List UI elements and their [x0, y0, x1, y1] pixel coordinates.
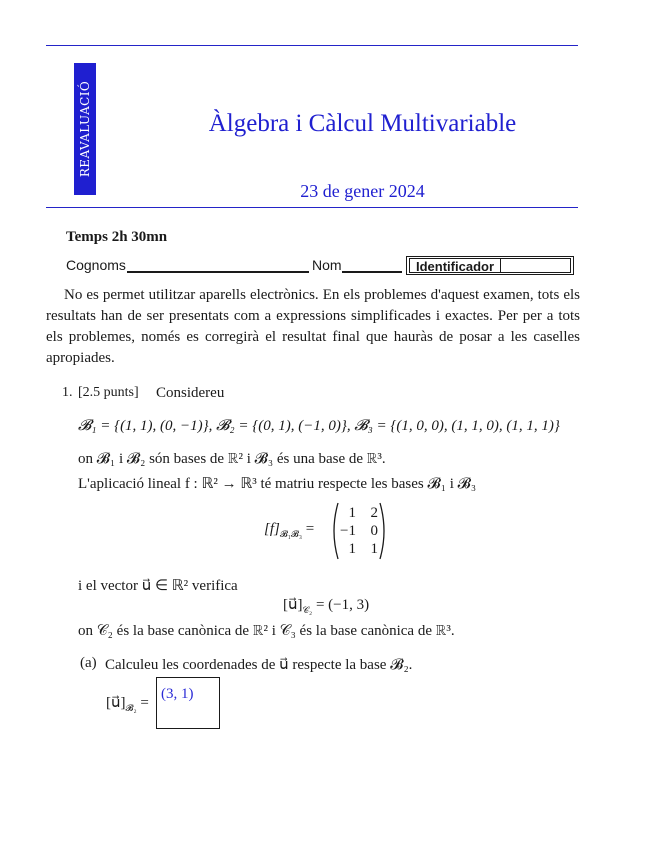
bases-note: on 𝓑₁ i 𝓑₂ són bases de ℝ² i 𝓑₃ és una base de ℝ³.	[78, 451, 386, 467]
matrix-label: $[f]_{𝓑_1𝓑_3}$ =	[264, 521, 315, 539]
answer-box[interactable]	[156, 677, 220, 729]
part-a-lhs: $[u⃗]_{𝓑_2}$ =	[106, 695, 149, 713]
exam-date: 23 de gener 2024	[300, 181, 425, 201]
matrix-cell: 1	[370, 541, 378, 557]
identifier-field[interactable]	[501, 259, 570, 272]
matrix-cell: 0	[370, 523, 378, 539]
instructions-text: No es permet utilitzar aparells electrònics. En els problemes d'aquest examen, tots els resultats han de ser presentats com a expressions simplificades i exactes. Per per a tots els problemes, només es corregirà el resultat final que hauràs de posar a les caselles apropiades.	[46, 287, 580, 366]
matrix-subscript: 𝓑₁𝓑₃	[279, 529, 302, 539]
matrix-cell: 1	[348, 541, 356, 557]
identifier-label: Identificador	[410, 259, 501, 272]
top-rule	[46, 45, 578, 46]
badge-text: REAVALUACIÓ	[78, 80, 93, 178]
surname-field[interactable]	[127, 271, 309, 273]
matrix-cell: 2	[370, 505, 378, 521]
problem-points: [2.5 punts]	[78, 385, 139, 400]
answer-value: (3, 1)	[161, 686, 194, 702]
matrix	[330, 501, 388, 561]
vector-statement: i el vector u⃗ ∈ ℝ² verifica	[78, 578, 238, 594]
matrix-cell: 1	[348, 505, 356, 521]
name-label: Nom	[312, 257, 342, 273]
instructions	[46, 285, 580, 369]
part-a-question: Calculeu les coordenades de u⃗ respecte la base 𝓑₂.	[105, 657, 413, 673]
problem-intro: Considereu	[156, 385, 225, 401]
surname-label: Cognoms	[66, 257, 126, 273]
name-field[interactable]	[342, 271, 402, 273]
time-allowed: Temps 2h 30mn	[66, 229, 168, 245]
identifier-box	[406, 256, 574, 275]
exam-title: Àlgebra i Càlcul Multivariable	[208, 110, 517, 137]
part-a-label: (a)	[80, 655, 97, 671]
vector-equation: $[u⃗]_{𝒞_2} = (-1$, 3)	[283, 597, 370, 615]
problem-number: 1.	[62, 385, 73, 400]
matrix-cell: −1	[340, 523, 356, 539]
bases-definition: 𝓑₁ = {(1, 1), (0, −1)}, 𝓑₂ = {(0, 1), (−1, 0)}, 𝓑₃ = {(1, 0, 0), (1, 1, 0), (1, 1, 1)}	[78, 418, 560, 434]
canonical-note: on 𝒞₂ és la base canònica de ℝ² i 𝒞₃ és la base canònica de ℝ³.	[78, 623, 455, 639]
linear-map-statement: L'aplicació lineal f : ℝ² → ℝ³ té matriu respecte les bases 𝓑₁ i 𝓑₃	[78, 476, 477, 492]
header-bottom-rule	[46, 207, 578, 208]
